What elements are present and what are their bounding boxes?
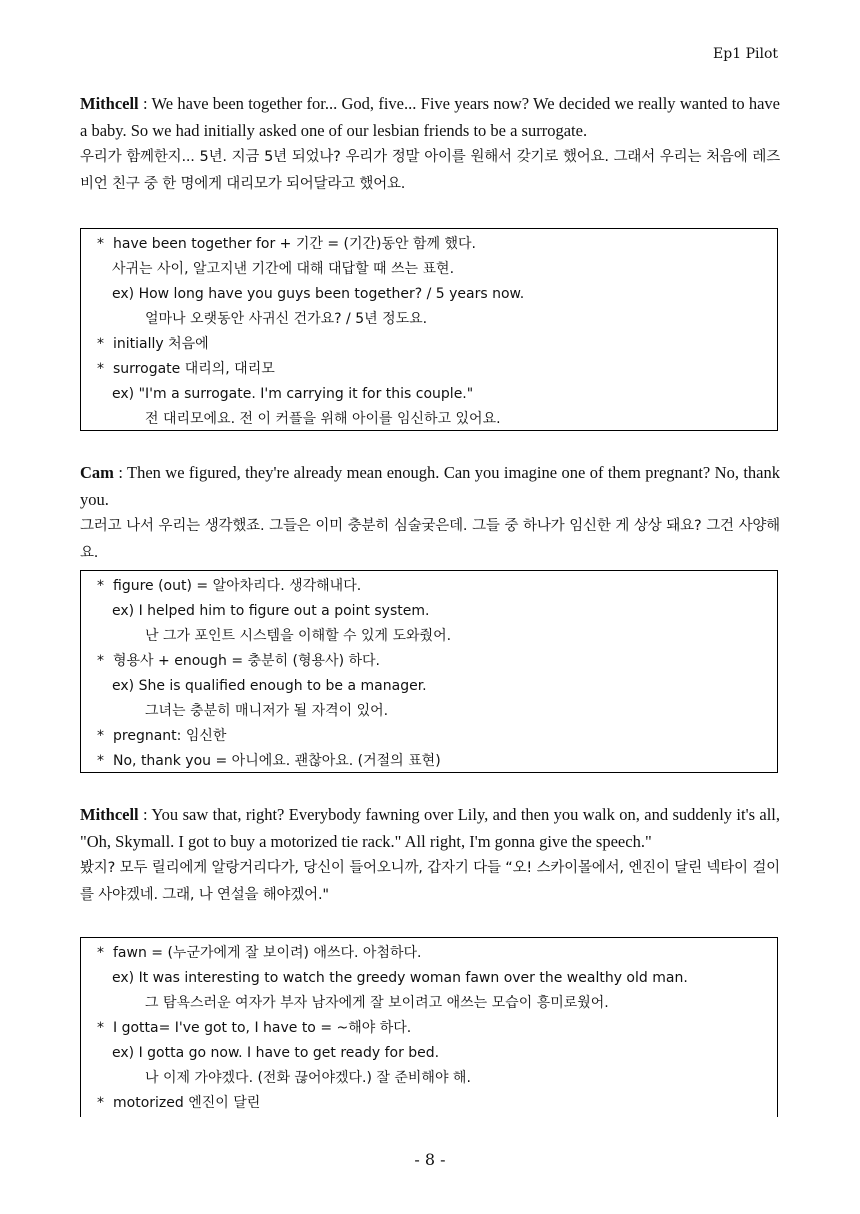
note-text: figure (out) = 알아차리다. 생각해내다. [113, 578, 362, 594]
dialogue-block-1 [80, 90, 780, 198]
bullet-asterisk: * [97, 578, 104, 594]
note-item [81, 724, 777, 749]
dialogue-block-2 [80, 459, 780, 567]
note-translation [81, 407, 777, 432]
note-text: ex) I gotta go now. I have to get ready for bed. [112, 1045, 440, 1061]
korean-translation: 그러고 나서 우리는 생각했죠. 그들은 이미 충분히 심술궂은데. 그들 중 하나가 임신한 게 상상 돼요? 그건 사양해요. [80, 518, 780, 561]
note-translation [81, 991, 777, 1016]
bullet-asterisk: * [97, 236, 104, 252]
page-number: - 8 - [414, 1150, 446, 1169]
note-item [81, 1091, 777, 1116]
note-translation [81, 307, 777, 332]
note-subitem [81, 966, 777, 991]
english-line [80, 459, 780, 513]
vocabulary-note-box [80, 937, 778, 1117]
note-item [81, 649, 777, 674]
note-subitem [81, 282, 777, 307]
note-text: 얼마나 오랫동안 사귀신 건가요? / 5년 정도요. [145, 311, 428, 327]
note-text: ex) How long have you guys been together? / 5 years now. [112, 286, 525, 302]
vocabulary-note-box [80, 228, 778, 431]
note-item [81, 941, 777, 966]
bullet-asterisk: * [97, 728, 104, 744]
note-text: No, thank you = 아니에요. 괜찮아요. (거절의 표현) [113, 753, 441, 769]
bullet-asterisk: * [97, 945, 104, 961]
note-item [81, 232, 777, 257]
note-text: pregnant: 임신한 [113, 728, 227, 744]
note-item [81, 749, 777, 774]
bullet-asterisk: * [97, 1020, 104, 1036]
note-text: 그 탐욕스러운 여자가 부자 남자에게 잘 보이려고 애쓰는 모습이 흥미로웠어. [145, 995, 609, 1011]
note-text: ex) I helped him to figure out a point system. [112, 603, 430, 619]
note-text: ex) She is qualified enough to be a manager. [112, 678, 427, 694]
vocabulary-note-box [80, 570, 778, 773]
bullet-asterisk: * [97, 1095, 104, 1111]
english-line [80, 801, 780, 855]
note-text: ex) "I'm a surrogate. I'm carrying it for this couple." [112, 386, 474, 402]
note-text: 난 그가 포인트 시스템을 이해할 수 있게 도와줬어. [145, 628, 452, 644]
note-item [81, 357, 777, 382]
note-translation [81, 624, 777, 649]
note-text: surrogate 대리의, 대리모 [113, 361, 275, 377]
english-text: We have been together for... God, five... Five years now? We decided we really wanted to have a baby. So we had initially asked one of our lesbian friends to be a surrogate. [80, 94, 781, 140]
english-line [80, 90, 780, 144]
bullet-asterisk: * [97, 653, 104, 669]
note-subitem [81, 382, 777, 407]
note-text: 전 대리모에요. 전 이 커플을 위해 아이를 임신하고 있어요. [145, 411, 501, 427]
note-subitem [81, 257, 777, 282]
speaker-name: Mithcell [80, 94, 139, 113]
note-item [81, 332, 777, 357]
note-subitem [81, 674, 777, 699]
note-text: initially 처음에 [113, 336, 209, 352]
note-subitem [81, 599, 777, 624]
speaker-name: Cam [80, 463, 114, 482]
bullet-asterisk: * [97, 361, 104, 377]
note-text: I gotta= I've got to, I have to = ~해야 하다. [113, 1020, 412, 1036]
bullet-asterisk: * [97, 753, 104, 769]
bullet-asterisk: * [97, 336, 104, 352]
note-text: motorized 엔진이 달린 [113, 1095, 261, 1111]
speaker-separator: : [142, 94, 148, 113]
speaker-separator: : [143, 805, 148, 824]
note-text: fawn = (누군가에게 잘 보이려) 애쓰다. 아첨하다. [113, 945, 422, 961]
note-text: 형용사 + enough = 충분히 (형용사) 하다. [113, 653, 380, 669]
english-text: Then we figured, they're already mean enough. Can you imagine one of them pregnant? No, thank you. [80, 463, 780, 509]
note-text: 사귀는 사이, 알고지낸 기간에 대해 대답할 때 쓰는 표현. [112, 261, 455, 277]
note-text: 나 이제 가야겠다. (전화 끊어야겠다.) 잘 준비해야 해. [145, 1070, 471, 1086]
note-item [81, 574, 777, 599]
note-translation [81, 699, 777, 724]
speaker-separator: : [118, 463, 123, 482]
speaker-name: Mithcell [80, 805, 139, 824]
note-text: ex) It was interesting to watch the greedy woman fawn over the wealthy old man. [112, 970, 688, 986]
korean-translation: 우리가 함께한지... 5년. 지금 5년 되었나? 우리가 정말 아이를 원해서 갖기로 했어요. 그래서 우리는 처음에 레즈비언 친구 중 한 명에게 대리모가 되어달라고 했어요. [80, 149, 780, 192]
english-text: You saw that, right? Everybody fawning over Lily, and then you walk on, and suddenly it's all, "Oh, Skymall. I got to buy a motorized tie rack." All right, I'm gonna give the speech." [80, 805, 781, 851]
note-text: have been together for + 기간 = (기간)동안 함께 했다. [113, 236, 476, 252]
note-translation [81, 1066, 777, 1091]
note-item [81, 1016, 777, 1041]
page-header-title: Ep1 Pilot [713, 46, 778, 62]
note-text: 그녀는 충분히 매니저가 될 자격이 있어. [145, 703, 389, 719]
korean-translation: 봤지? 모두 릴리에게 알랑거리다가, 당신이 들어오니까, 갑자기 다들 “오! 스카이몰에서, 엔진이 달린 넥타이 걸이를 사야겠네. 그래, 나 연설을 해야겠어." [80, 860, 780, 903]
dialogue-block-3 [80, 801, 780, 909]
note-subitem [81, 1041, 777, 1066]
